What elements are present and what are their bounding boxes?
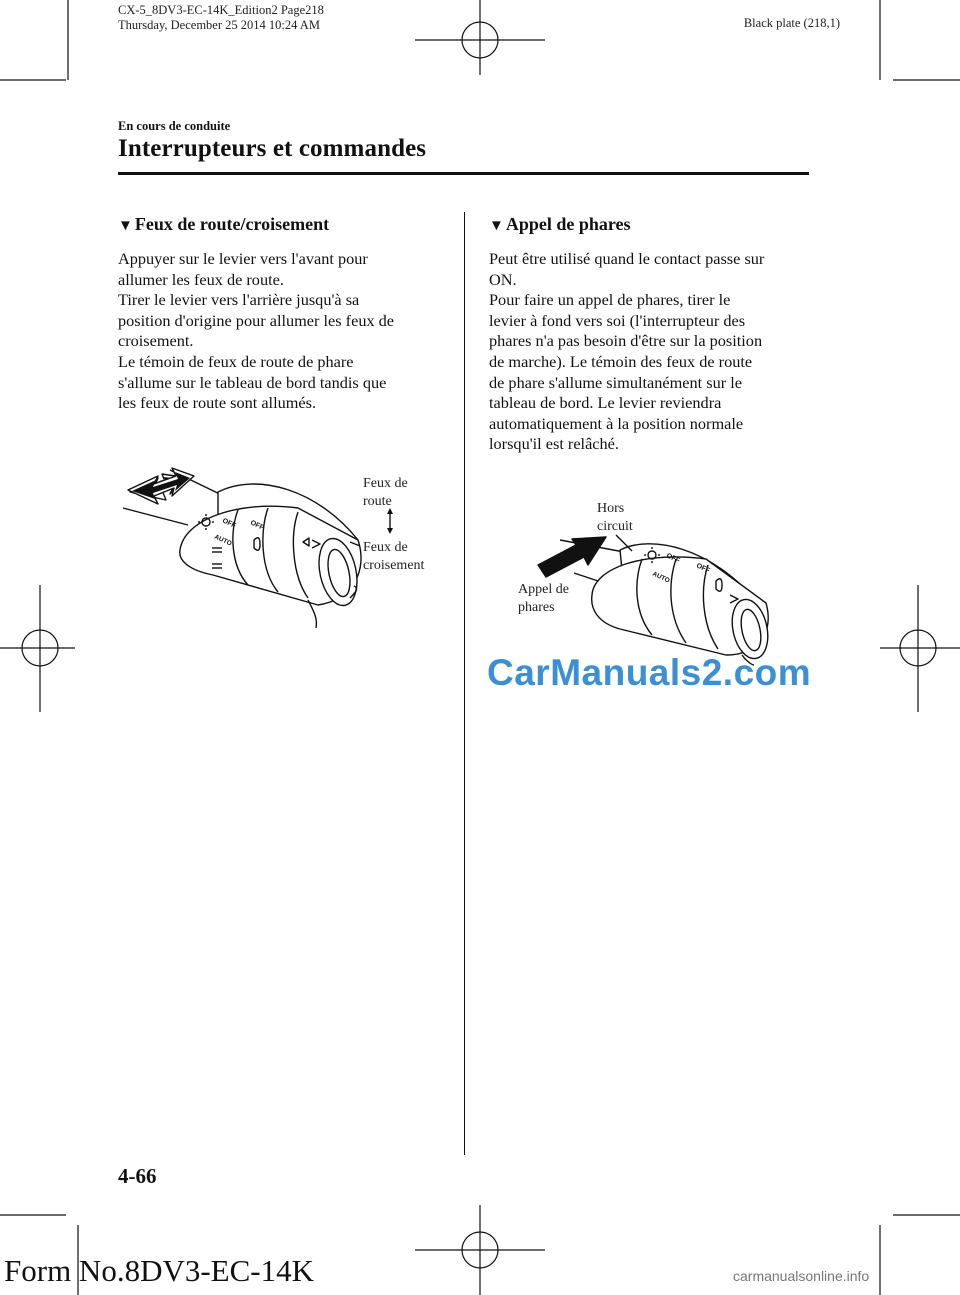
triangle-icon: ▼ <box>118 218 133 234</box>
column-divider <box>464 212 465 1155</box>
switch-off-label-1: OFF <box>665 552 681 565</box>
site-watermark: carmanualsonline.info <box>733 1268 870 1284</box>
triangle-icon: ▼ <box>489 218 504 234</box>
high-beam-label: Feux de route <box>363 476 408 509</box>
body-text-high-low-beam: Appuyer sur le levier vers l'avant pour allumer les feux de route. Tirer le levier vers l'arrière jusqu'à sa position d'origine pour allumer les feux de croisement. Le témoin de feux de route de phare s'allume sur le tableau de bord tandis que les feux de route sont allumés. <box>118 249 395 413</box>
switch-auto-label: AUTO <box>213 533 233 548</box>
title-rule <box>118 172 809 175</box>
file-info-line: CX-5_8DV3-EC-14K_Edition2 Page218 <box>118 3 324 17</box>
body-text-headlight-flasher: Peut être utilisé quand le contact passe sur ON. Pour faire un appel de phares, tirer le levier à fond vers soi (l'interrupteur des phares n'a pas besoin d'être sur la position de marche). Le témoin des feux de route de phare s'allume simultanément sur le tableau de bord. Le levier reviendra automatiquement à la position normale lorsqu'il est relâché. <box>489 249 765 454</box>
flash-label: Appel de phares <box>518 582 569 615</box>
off-label: Hors circuit <box>597 501 633 534</box>
page-number: 4-66 <box>118 1164 157 1188</box>
page-title: Interrupteurs et commandes <box>118 135 427 162</box>
section-name: En cours de conduite <box>118 119 231 133</box>
date-line: Thursday, December 25 2014 10:24 AM <box>118 18 320 32</box>
low-beam-label: Feux de croisement <box>363 540 425 573</box>
plate-label: Black plate (218,1) <box>743 16 840 30</box>
section-heading-headlight-flasher: ▼ Appel de phares <box>489 214 631 234</box>
switch-auto-label: AUTO <box>651 570 671 585</box>
form-number: Form No.8DV3-EC-14K <box>4 1253 314 1288</box>
switch-off-label-1: OFF <box>221 517 237 530</box>
switch-off-label-2: OFF <box>695 562 711 575</box>
switch-off-label-2: OFF <box>249 519 265 532</box>
section-heading-high-low-beam: ▼ Feux de route/croisement <box>118 214 330 234</box>
watermark-logo: CarManuals2.com <box>487 652 812 693</box>
